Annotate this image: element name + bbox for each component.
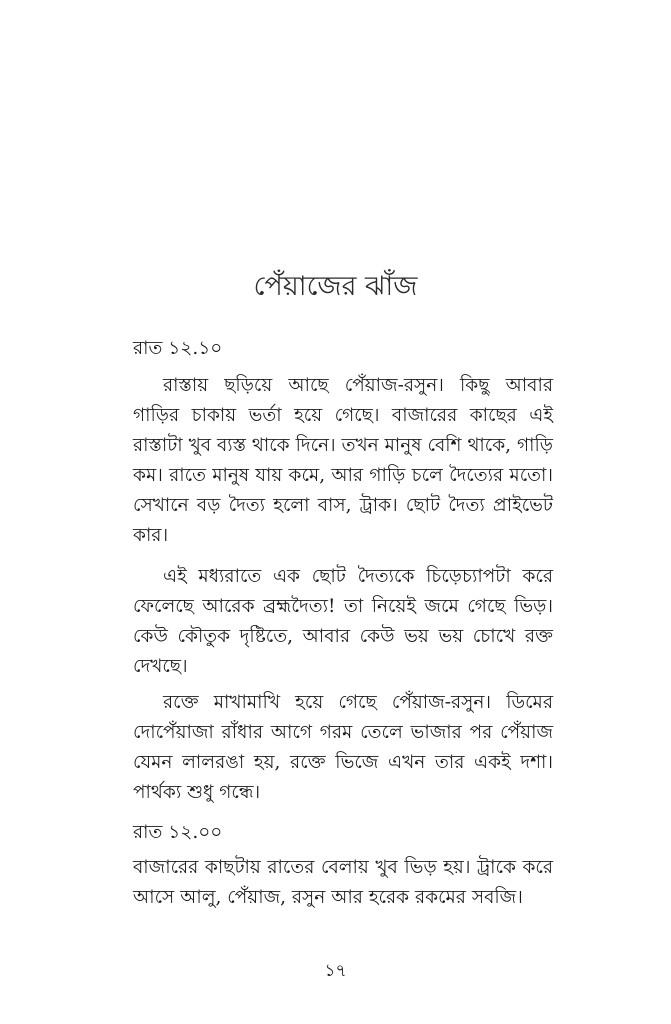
paragraph-3: রক্তে মাখামাখি হয়ে গেছে পেঁয়াজ-রসুন। ডিমের দোপেঁয়াজা রাঁধার আগে গরম তেলে ভাজার পর পেঁয়াজ যেমন লালরঙা হয়, রক্তে ভিজে এখন তার একই দশা। পার্থক্য শুধু গন্ধে। xyxy=(133,692,553,803)
time-heading-2: রাত ১২.০০ xyxy=(133,822,223,843)
paragraph-2: এই মধ্যরাতে এক ছোট দৈত্যকে চিড়েচ্যাপটা করে ফেলেছে আরেক ব্রহ্মদৈত্য! তা নিয়েই জমে গেছে ভিড়। কেউ কৌতুক দৃষ্টিতে, আবার কেউ ভয় ভয় চোখে রক্ত দেখছে। xyxy=(133,566,553,677)
paragraph-4: বাজারের কাছটায় রাতের বেলায় খুব ভিড় হয়। ট্রাকে করে আসে আলু, পেঁয়াজ, রসুন আর হরেক রকমের সবজি। xyxy=(133,857,553,908)
page-number: ১৭ xyxy=(324,961,347,981)
chapter-title: পেঁয়াজের ঝাঁজ xyxy=(253,271,418,302)
paragraph-1: রাস্তায় ছড়িয়ে আছে পেঁয়াজ-রসুন। কিছু আবার গাড়ির চাকায় ভর্তা হয়ে গেছে। বাজারের কাছের এই রাস্তাটা খুব ব্যস্ত থাকে দিনে। তখন মানুষ বেশি থাকে, গাড়ি কম। রাতে মানুষ যায় কমে, আর গাড়ি চলে দৈত্যের মতো। সেখানে বড় দৈত্য হলো বাস, ট্রাক। ছোট দৈত্য প্রাইভেট কার। xyxy=(133,375,553,546)
time-heading-1: রাত ১২.১০ xyxy=(133,338,223,359)
